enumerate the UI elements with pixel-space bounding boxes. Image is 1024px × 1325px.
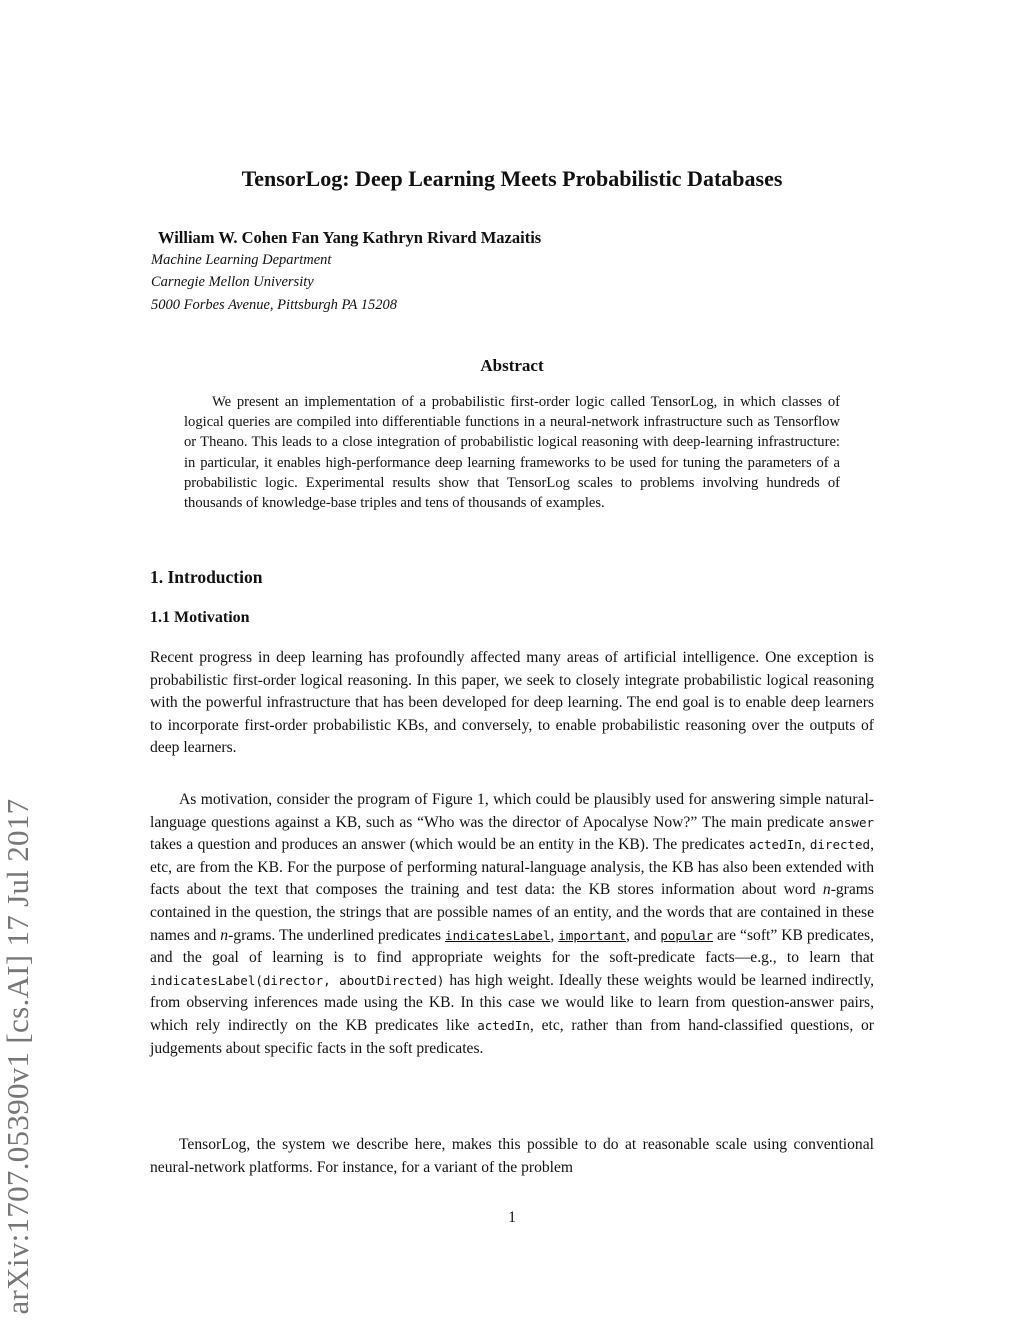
code-actedin: actedIn bbox=[748, 837, 802, 853]
math-n-2: n bbox=[220, 926, 229, 944]
author-list: William W. Cohen Fan Yang Kathryn Rivard Mazaitis bbox=[158, 228, 542, 247]
affiliation-department: Machine Learning Department bbox=[151, 252, 332, 268]
code-popular: popular bbox=[660, 927, 714, 943]
paragraph-1: Recent progress in deep learning has profoundly affected many areas of artificial intelligence. One exception is probabilistic first-order logical reasoning. In this paper, we seek to closely integrate probabilistic logical reasoning with the powerful infrastructure that has been developed for deep learning. The end goal is to enable deep learners to incorporate first-order probabilistic KBs, and conversely, to enable probabilistic reasoning over the outputs of deep learners. bbox=[150, 649, 874, 757]
paper-title: TensorLog: Deep Learning Meets Probabilistic Databases bbox=[241, 166, 783, 191]
code-directed: directed bbox=[809, 837, 871, 853]
code-actedin-2: actedIn bbox=[477, 1017, 530, 1033]
p2-text-7: , bbox=[550, 926, 559, 944]
affiliation-university: Carnegie Mellon University bbox=[151, 274, 314, 290]
code-indicateslabel-fact: indicatesLabel(director, aboutDirected) bbox=[150, 972, 445, 988]
math-n-1: n bbox=[822, 881, 831, 899]
p2-text-2: takes a question and produces an answer (which would be an entity in the KB). The predicates bbox=[150, 836, 749, 854]
abstract-body: We present an implementation of a probabilistic first-order logic called TensorLog, in which classes of logical queries are compiled into differentiable functions in a neural-network infrastructure such as Tensorflow or Theano. This leads to a close integration of probabilistic logical reasoning with deep-learning infrastructure: in particular, it enables high-performance deep learning frameworks to be used for tuning the parameters of a probabilistic logic. Experimental results show that TensorLog scales to problems involving hundreds of thousands of knowledge-base triples and tens of thousands of examples. bbox=[184, 394, 840, 512]
arxiv-id-text: arXiv:1707.05390v1 [cs.AI] 17 Jul 2017 bbox=[0, 798, 35, 1315]
p2-text-1: As motivation, consider the program of Figure 1, which could be plausibly used for answering simple natural-language questions against a KB, such as “Who was the director of Apocalyse Now?” The main predicate bbox=[150, 791, 874, 831]
page-number: 1 bbox=[508, 1209, 516, 1226]
abstract-heading: Abstract bbox=[480, 356, 544, 375]
p2-text-5: -grams contained in the question, the strings that are possible names of an entity, and the words that are contained in these names and bbox=[150, 881, 874, 944]
code-answer: answer bbox=[828, 814, 874, 830]
arxiv-identifier-stamp bbox=[0, 0, 36, 1315]
section-heading-introduction: 1. Introduction bbox=[150, 567, 263, 587]
p2-text-3: , bbox=[801, 836, 810, 854]
subsection-heading-motivation: 1.1 Motivation bbox=[150, 609, 250, 626]
p2-text-4: , etc, are from the KB. For the purpose of performing natural-language analysis, the KB has also been extended with facts about the text that composes the training and test data: the KB stores information about word bbox=[150, 836, 874, 899]
code-indicateslabel: indicatesLabel bbox=[445, 927, 551, 943]
p2-text-10: has high weight. Ideally these weights would be learned indirectly, from observing inferences made using the KB. In this case we would like to learn from question-answer pairs, which rely indirectly on the KB predicates like bbox=[150, 971, 875, 1034]
affiliation-address: 5000 Forbes Avenue, Pittsburgh PA 15208 bbox=[151, 297, 397, 313]
paragraph-3: TensorLog, the system we describe here, makes this possible to do at reasonable scale using conventional neural-network platforms. For instance, for a variant of the problem bbox=[150, 1136, 874, 1176]
code-important: important bbox=[558, 927, 627, 943]
p2-text-9: are “soft” KB predicates, and the goal of learning is to find appropriate weights for the soft-predicate facts—e.g., to learn that bbox=[150, 926, 874, 967]
paragraph-2 bbox=[150, 789, 874, 1060]
p2-text-6: -grams. The underlined predicates bbox=[228, 926, 446, 944]
p2-text-8: , and bbox=[626, 926, 661, 944]
p2-text-11: , etc, rather than from hand-classified questions, or judgements about specific facts in the soft predicates. bbox=[150, 1016, 874, 1057]
